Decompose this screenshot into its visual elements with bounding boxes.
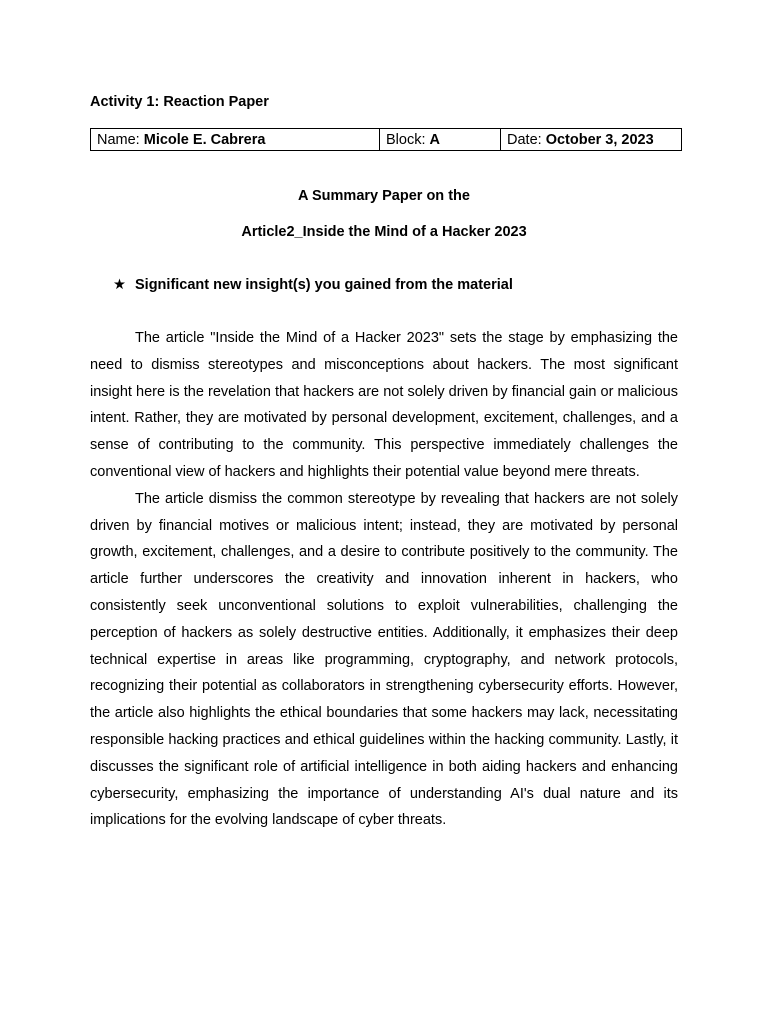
paragraph-1: The article "Inside the Mind of a Hacker 2023" sets the stage by emphasizing the need to dismiss stereotypes and misconceptions about hackers. The most significant insight here is the revelation that hackers are not solely driven by financial gain or malicious intent. Rather, they are motivated by personal development, excitement, challenges, and a sense of contributing to the community. This perspective immediately challenges the conventional view of hackers and highlights their potential value beyond mere threats. <box>90 330 678 480</box>
date-cell <box>501 129 682 151</box>
body-text <box>90 325 678 834</box>
student-info-row <box>91 129 682 151</box>
block-cell <box>380 129 501 151</box>
activity-title: Activity 1: Reaction Paper <box>90 94 269 110</box>
block-label: Block: <box>386 131 430 148</box>
student-info-table <box>90 128 682 151</box>
paper-heading-line-1: A Summary Paper on the <box>298 188 470 204</box>
block-value: A <box>429 131 440 148</box>
paragraph-2: The article dismiss the common stereotype by revealing that hackers are not solely driven by financial motives or malicious intent; instead, they are motivated by personal growth, excitement, challenges, and a desire to contribute positively to the community. The article further underscores the creativity and innovation inherent in hackers, who consistently seek unconventional solutions to exploit vulnerabilities, challenging the perception of hackers as solely destructive entities. Additionally, it emphasizes their deep technical expertise in areas like programming, cryptography, and network protocols, recognizing their potential as collaborators in strengthening cybersecurity efforts. However, the article also highlights the ethical boundaries that some hackers may lack, necessitating responsible hacking practices and ethical guidelines within the hacking community. Lastly, it discusses the significant role of artificial intelligence in both aiding hackers and enhancing cybersecurity, emphasizing the importance of understanding AI's dual nature and its implications for the evolving landscape of cyber threats. <box>90 490 678 829</box>
name-cell <box>91 129 380 151</box>
name-value: Micole E. Cabrera <box>143 131 266 148</box>
paper-heading-line-2: Article2_Inside the Mind of a Hacker 2023 <box>241 224 527 240</box>
insight-bullet <box>113 276 513 294</box>
star-icon: ★ <box>113 277 126 293</box>
insight-bullet-text: Significant new insight(s) you gained from the material <box>135 277 513 293</box>
date-value: October 3, 2023 <box>545 131 654 148</box>
date-label: Date: <box>507 131 546 148</box>
name-label: Name: <box>97 131 144 148</box>
